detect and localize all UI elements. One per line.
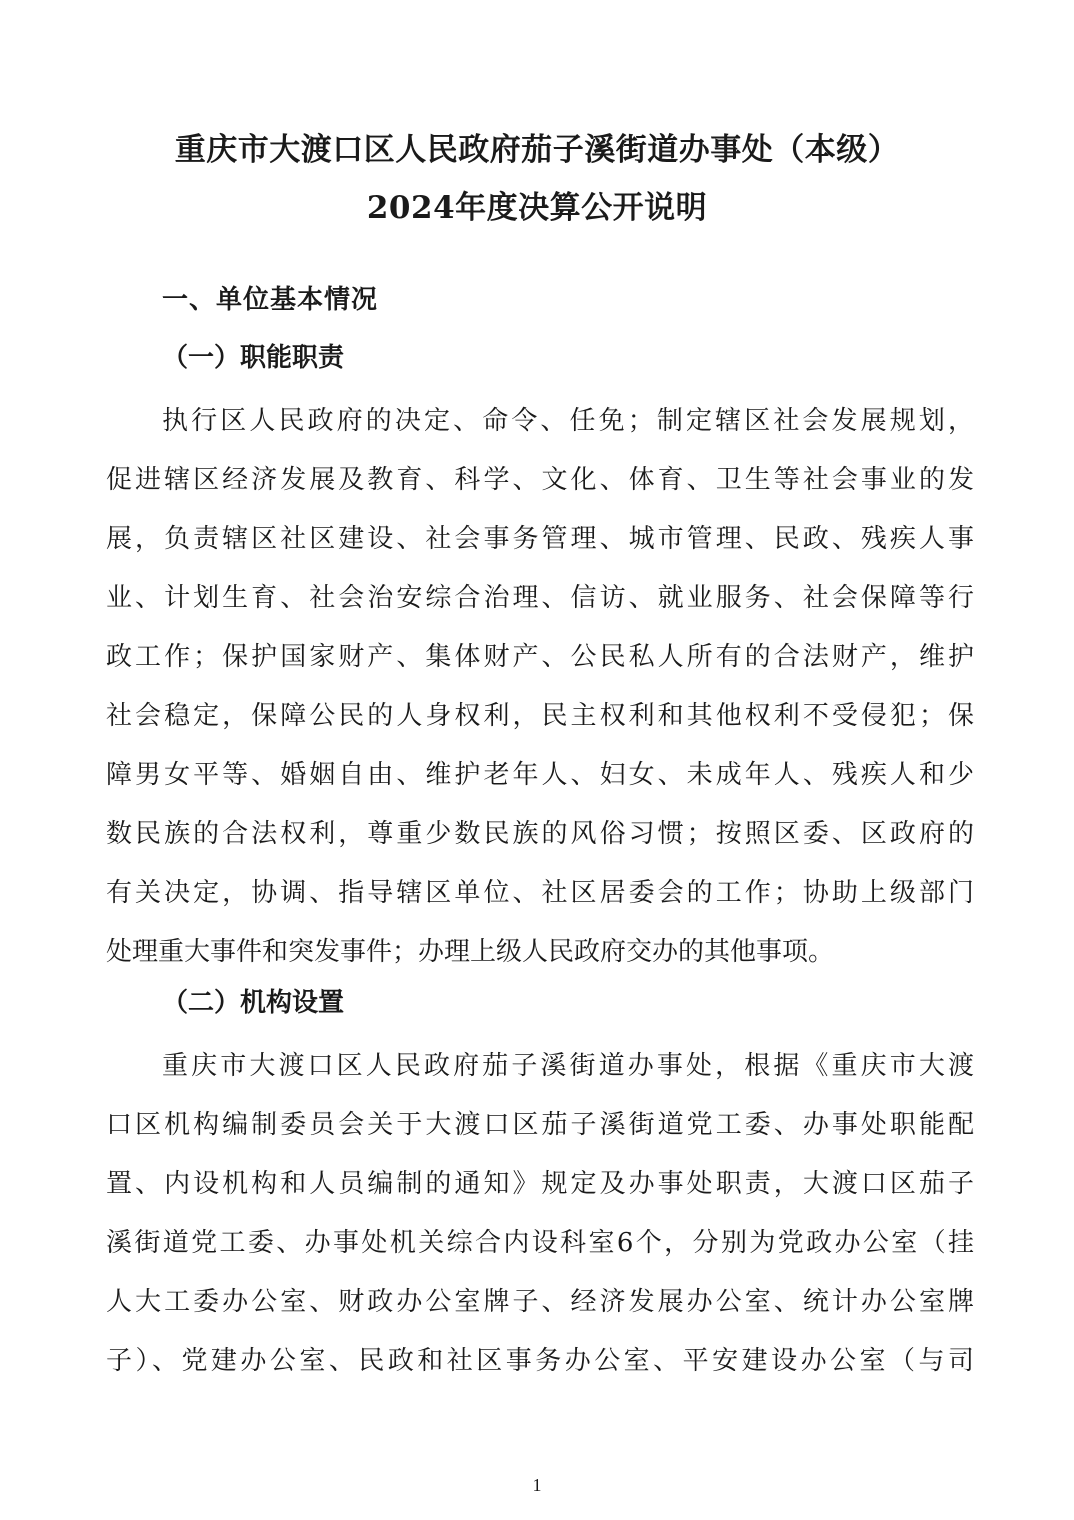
paragraph-line: 有关决定，协调、指导辖区单位、社区居委会的工作；协助上级部门 (106, 878, 974, 908)
paragraph-line: 置、内设机构和人员编制的通知》规定及办事处职责，大渡口区茄子 (106, 1169, 974, 1199)
paragraph-functions (106, 392, 974, 982)
paragraph-line: 处理重大事件和突发事件；办理上级人民政府交办的其他事项。 (106, 937, 835, 967)
paragraph-line: 促进辖区经济发展及教育、科学、文化、体育、卫生等社会事业的发 (106, 465, 974, 495)
paragraph-line: 展，负责辖区社区建设、社会事务管理、城市管理、民政、残疾人事 (106, 524, 974, 554)
page-number: 1 (532, 1475, 542, 1495)
paragraph-line: 社会稳定，保障公民的人身权利，民主权利和其他权利不受侵犯；保 (106, 701, 974, 731)
paragraph-line: 障男女平等、婚姻自由、维护老年人、妇女、未成年人、残疾人和少 (106, 760, 974, 790)
paragraph-line: 数民族的合法权利，尊重少数民族的风俗习惯；按照区委、区政府的 (106, 819, 974, 849)
paragraph-line: 重庆市大渡口区人民政府茄子溪街道办事处，根据《重庆市大渡 (162, 1051, 974, 1081)
paragraph-line: 人大工委办公室、财政办公室牌子、经济发展办公室、统计办公室牌 (106, 1287, 974, 1317)
sub-heading-functions: （一）职能职责 (162, 343, 345, 373)
paragraph-line: 政工作；保护国家财产、集体财产、公民私人所有的合法财产，维护 (106, 642, 974, 672)
document-title-line-1: 重庆市大渡口区人民政府茄子溪街道办事处（本级） (174, 132, 900, 168)
paragraph-organization (106, 1037, 974, 1391)
paragraph-line: 业、计划生育、社会治安综合治理、信访、就业服务、社会保障等行 (106, 583, 974, 613)
sub-heading-organization: （二）机构设置 (162, 988, 345, 1018)
paragraph-line: 溪街道党工委、办事处机关综合内设科室6个，分别为党政办公室（挂 (106, 1228, 974, 1258)
paragraph-line: 子）、党建办公室、民政和社区事务办公室、平安建设办公室（与司 (106, 1346, 974, 1376)
section-heading-basic-info: 一、单位基本情况 (162, 285, 379, 315)
paragraph-line: 执行区人民政府的决定、命令、任免；制定辖区社会发展规划， (162, 406, 974, 436)
document-title-line-2: 2024年度决算公开说明 (366, 190, 708, 226)
paragraph-line: 口区机构编制委员会关于大渡口区茄子溪街道党工委、办事处职能配 (106, 1110, 974, 1140)
